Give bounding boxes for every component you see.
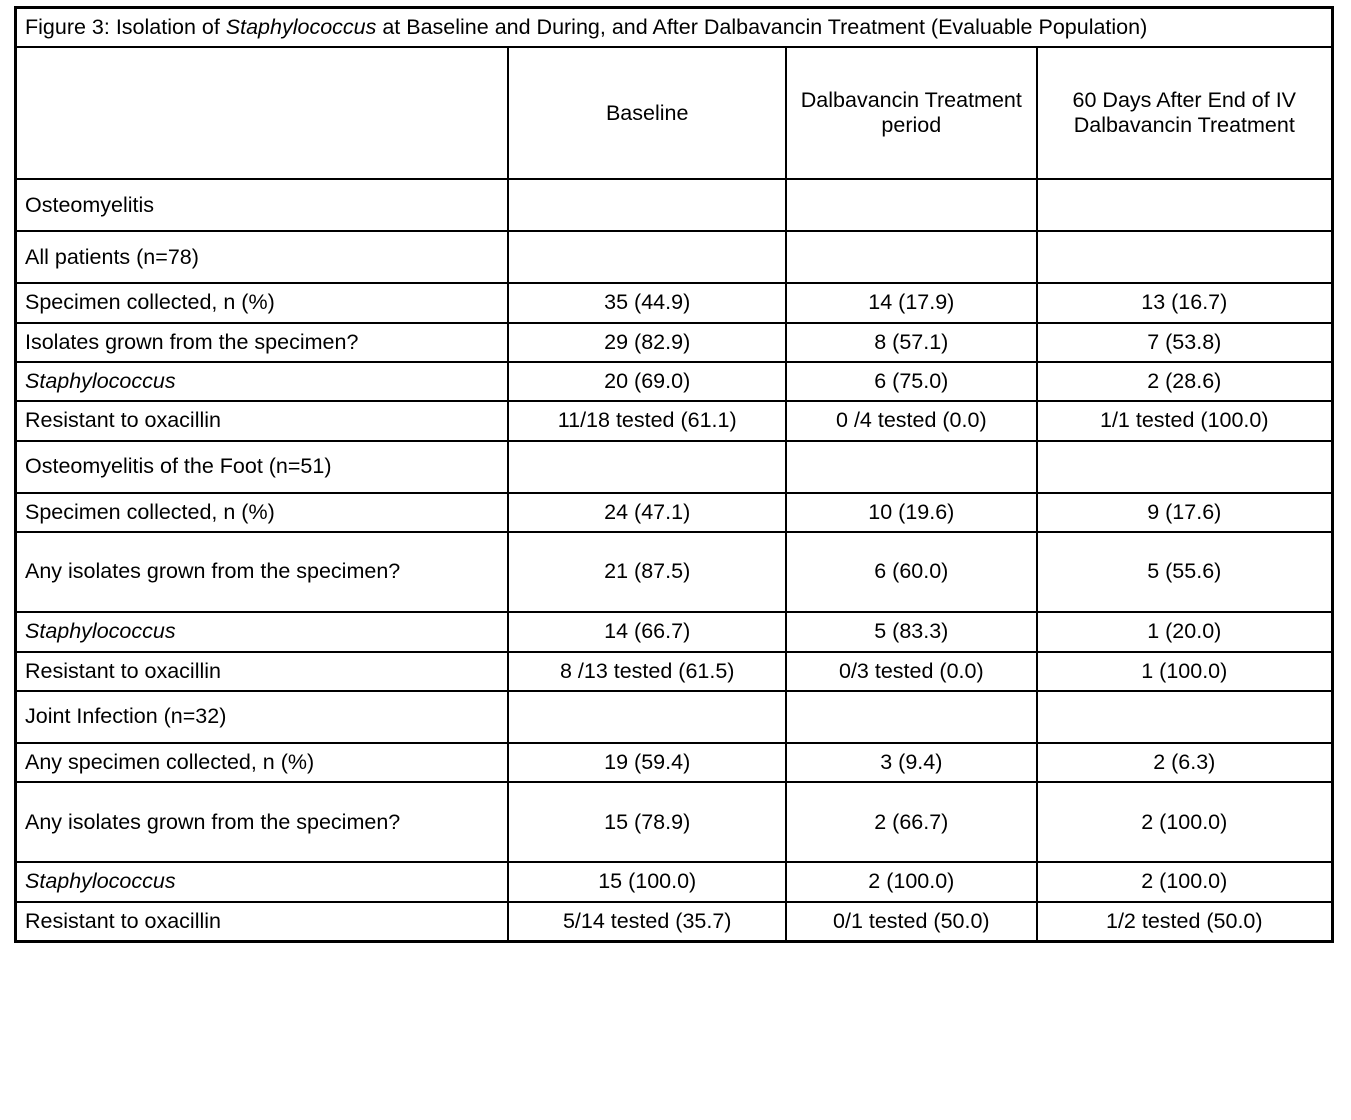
row-label: Resistant to oxacillin: [16, 401, 509, 440]
figure-title-suffix: at Baseline and During, and After Dalbavancin Treatment (Evaluable Population): [376, 15, 1148, 39]
row-value-treatment: 10 (19.6): [786, 493, 1036, 532]
row-value-after: 2 (28.6): [1037, 362, 1333, 401]
table-row: [16, 691, 1333, 743]
row-value-after: 9 (17.6): [1037, 493, 1333, 532]
row-value-baseline: 19 (59.4): [508, 743, 786, 782]
table-row: [16, 612, 1333, 651]
figure-title: [16, 8, 1333, 48]
table-row: [16, 902, 1333, 942]
column-header-60-days-after: 60 Days After End of IV Dalbavancin Treatment: [1037, 47, 1333, 179]
row-value-treatment: [786, 179, 1036, 231]
row-value-baseline: 21 (87.5): [508, 532, 786, 612]
row-value-treatment: 14 (17.9): [786, 283, 1036, 322]
row-value-after: [1037, 441, 1333, 493]
row-value-after: 1/1 tested (100.0): [1037, 401, 1333, 440]
row-label: Resistant to oxacillin: [16, 652, 509, 691]
table-row: [16, 441, 1333, 493]
row-value-treatment: 5 (83.3): [786, 612, 1036, 651]
row-value-treatment: [786, 441, 1036, 493]
column-header-baseline: Baseline: [508, 47, 786, 179]
row-label: Specimen collected, n (%): [16, 493, 509, 532]
row-value-baseline: 35 (44.9): [508, 283, 786, 322]
row-label: Specimen collected, n (%): [16, 283, 509, 322]
table-row: [16, 401, 1333, 440]
table-header-row: [16, 47, 1333, 179]
row-value-treatment: 8 (57.1): [786, 323, 1036, 362]
row-label: Osteomyelitis: [16, 179, 509, 231]
column-header-treatment-period: Dalbavancin Treatment period: [786, 47, 1036, 179]
column-header-blank: [16, 47, 509, 179]
row-label: Staphylococcus: [16, 612, 509, 651]
row-value-baseline: [508, 231, 786, 283]
row-value-treatment: [786, 691, 1036, 743]
row-label: All patients (n=78): [16, 231, 509, 283]
table-row: [16, 652, 1333, 691]
row-value-after: 1 (20.0): [1037, 612, 1333, 651]
row-value-treatment: 0 /4 tested (0.0): [786, 401, 1036, 440]
row-value-after: 2 (100.0): [1037, 782, 1333, 862]
table-row: [16, 179, 1333, 231]
row-value-treatment: 2 (66.7): [786, 782, 1036, 862]
row-value-baseline: [508, 179, 786, 231]
table-row: [16, 743, 1333, 782]
row-value-baseline: 11/18 tested (61.1): [508, 401, 786, 440]
table-row: [16, 323, 1333, 362]
row-value-baseline: 15 (100.0): [508, 862, 786, 901]
row-value-baseline: 8 /13 tested (61.5): [508, 652, 786, 691]
table-row: [16, 362, 1333, 401]
row-value-after: 2 (6.3): [1037, 743, 1333, 782]
row-value-treatment: 2 (100.0): [786, 862, 1036, 901]
row-value-treatment: 6 (75.0): [786, 362, 1036, 401]
row-value-after: 1 (100.0): [1037, 652, 1333, 691]
row-label: Osteomyelitis of the Foot (n=51): [16, 441, 509, 493]
row-label: Resistant to oxacillin: [16, 902, 509, 942]
row-value-after: [1037, 691, 1333, 743]
row-value-baseline: [508, 691, 786, 743]
row-label: Any specimen collected, n (%): [16, 743, 509, 782]
row-label: Any isolates grown from the specimen?: [16, 532, 509, 612]
row-label: Any isolates grown from the specimen?: [16, 782, 509, 862]
figure-title-prefix: Figure 3: Isolation of: [25, 15, 226, 39]
row-value-after: 7 (53.8): [1037, 323, 1333, 362]
figure-title-italic: Staphylococcus: [225, 15, 377, 39]
row-value-baseline: 14 (66.7): [508, 612, 786, 651]
row-label: Staphylococcus: [16, 862, 509, 901]
row-value-treatment: 3 (9.4): [786, 743, 1036, 782]
table-row: [16, 532, 1333, 612]
table-row: [16, 493, 1333, 532]
row-value-treatment: 6 (60.0): [786, 532, 1036, 612]
table-row: [16, 862, 1333, 901]
row-value-after: 5 (55.6): [1037, 532, 1333, 612]
row-value-baseline: 24 (47.1): [508, 493, 786, 532]
row-value-baseline: [508, 441, 786, 493]
row-value-treatment: [786, 231, 1036, 283]
row-value-after: [1037, 231, 1333, 283]
row-label: Joint Infection (n=32): [16, 691, 509, 743]
row-value-treatment: 0/3 tested (0.0): [786, 652, 1036, 691]
row-value-after: 13 (16.7): [1037, 283, 1333, 322]
table-row: [16, 782, 1333, 862]
table-row: [16, 283, 1333, 322]
row-value-baseline: 15 (78.9): [508, 782, 786, 862]
row-value-baseline: 5/14 tested (35.7): [508, 902, 786, 942]
row-value-after: [1037, 179, 1333, 231]
table-title-row: [16, 8, 1333, 48]
row-label: Isolates grown from the specimen?: [16, 323, 509, 362]
row-value-treatment: 0/1 tested (50.0): [786, 902, 1036, 942]
row-value-after: 2 (100.0): [1037, 862, 1333, 901]
row-label: Staphylococcus: [16, 362, 509, 401]
table-row: [16, 231, 1333, 283]
row-value-baseline: 20 (69.0): [508, 362, 786, 401]
isolation-table: [14, 6, 1334, 943]
row-value-after: 1/2 tested (50.0): [1037, 902, 1333, 942]
row-value-baseline: 29 (82.9): [508, 323, 786, 362]
